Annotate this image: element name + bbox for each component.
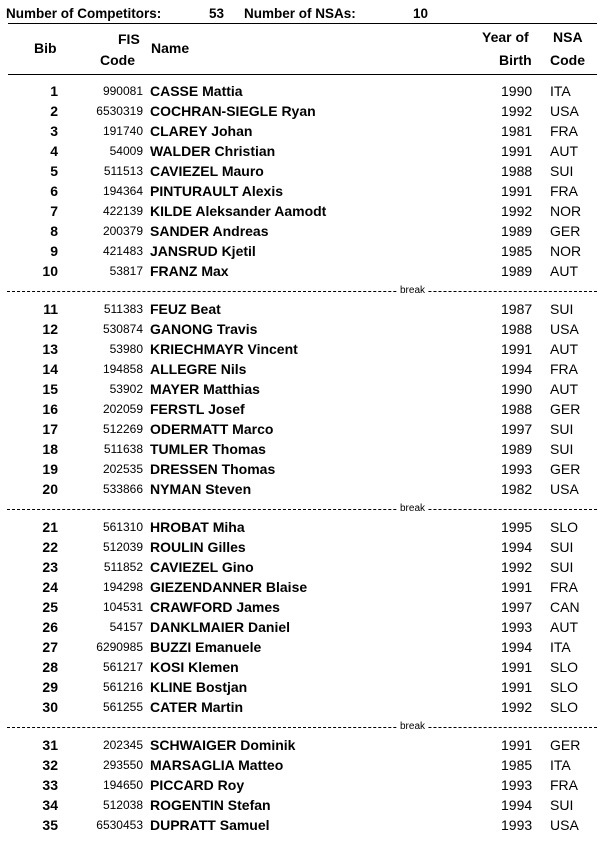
bib-cell: 4: [50, 143, 58, 159]
table-row: [0, 221, 608, 241]
fis-code-cell: 53902: [109, 382, 143, 396]
nsa-code-cell: NOR: [550, 203, 582, 219]
header-fis-1: FIS: [118, 31, 140, 47]
table-row: [0, 557, 608, 577]
nsa-code-cell: SUI: [550, 539, 574, 555]
table-row: [0, 577, 608, 597]
competitor-name: FRANZ Max: [150, 263, 229, 279]
birth-year-cell: 1991: [501, 737, 533, 753]
bib-cell: 28: [42, 659, 58, 675]
birth-year-cell: 1992: [501, 203, 533, 219]
nsa-code-cell: SLO: [550, 659, 579, 675]
fis-code-cell: 202535: [102, 462, 143, 476]
bib-cell: 3: [50, 123, 58, 139]
nsa-code-cell: ITA: [550, 757, 571, 773]
competitor-name: DANKLMAIER Daniel: [150, 619, 291, 635]
fis-code-cell: 54157: [109, 620, 143, 634]
birth-year-cell: 1991: [501, 183, 533, 199]
bib-cell: 6: [50, 183, 58, 199]
fis-code-cell: 561255: [102, 700, 143, 714]
table-row: [0, 439, 608, 459]
competitor-name: MARSAGLIA Matteo: [150, 757, 284, 773]
table-row: [0, 795, 608, 815]
table-row: [0, 181, 608, 201]
table-row: [0, 657, 608, 677]
fis-code-cell: 202059: [102, 402, 143, 416]
bib-cell: 26: [42, 619, 58, 635]
competitor-name: SCHWAIGER Dominik: [150, 737, 296, 753]
fis-code-cell: 511383: [103, 302, 143, 316]
table-row: [0, 597, 608, 617]
table-header: [8, 23, 597, 75]
table-row: [0, 161, 608, 181]
fis-code-cell: 53980: [109, 342, 143, 356]
competitor-name: WALDER Christian: [150, 143, 276, 159]
nsa-code-cell: GER: [550, 461, 581, 477]
competitor-name: PICCARD Roy: [150, 777, 245, 793]
competitor-name: CATER Martin: [150, 699, 244, 715]
bib-cell: 25: [42, 599, 58, 615]
competitor-name: SANDER Andreas: [150, 223, 269, 239]
nsa-code-cell: SUI: [550, 163, 574, 179]
birth-year-cell: 1994: [501, 361, 533, 377]
nsa-code-cell: USA: [550, 481, 579, 497]
table-row: [0, 479, 608, 499]
competitor-name: ROGENTIN Stefan: [150, 797, 271, 813]
competitor-name: KLINE Bostjan: [150, 679, 248, 695]
nsa-code-cell: GER: [550, 737, 581, 753]
competitor-name: GANONG Travis: [150, 321, 258, 337]
nsa-code-cell: FRA: [550, 579, 578, 595]
nsa-code-cell: AUT: [550, 381, 578, 397]
header-bib: Bib: [34, 40, 57, 56]
table-row: [0, 359, 608, 379]
nsa-code-cell: SUI: [550, 797, 574, 813]
bib-cell: 32: [42, 757, 58, 773]
nsa-code-cell: SUI: [550, 301, 574, 317]
fis-code-cell: 421483: [102, 244, 143, 258]
bib-cell: 33: [42, 777, 58, 793]
bib-cell: 15: [42, 381, 58, 397]
fis-code-cell: 512039: [102, 540, 143, 554]
birth-year-cell: 1981: [501, 123, 533, 139]
fis-code-cell: 6530453: [96, 818, 143, 832]
birth-year-cell: 1991: [501, 143, 533, 159]
break-label: break: [397, 285, 428, 297]
nsa-code-cell: SLO: [550, 519, 579, 535]
nsa-code-cell: FRA: [550, 777, 578, 793]
fis-code-cell: 561216: [102, 680, 143, 694]
header-fis-2: Code: [100, 52, 135, 68]
bib-cell: 34: [42, 797, 58, 813]
birth-year-cell: 1992: [501, 103, 533, 119]
table-row: [0, 339, 608, 359]
nsas-label: Number of NSAs:: [244, 6, 356, 21]
header-name: Name: [151, 40, 190, 56]
nsa-code-cell: CAN: [550, 599, 580, 615]
fis-code-cell: 54009: [109, 144, 143, 158]
birth-year-cell: 1990: [501, 381, 533, 397]
fis-code-cell: 561310: [102, 520, 143, 534]
competitor-name: TUMLER Thomas: [150, 441, 266, 457]
competitor-name: JANSRUD Kjetil: [150, 243, 256, 259]
table-row: [0, 677, 608, 697]
nsas-count: 10: [413, 6, 429, 21]
table-row: [0, 399, 608, 419]
bib-cell: 19: [42, 461, 58, 477]
fis-code-cell: 6290985: [96, 640, 143, 654]
fis-code-cell: 561217: [102, 660, 143, 674]
table-row: [0, 459, 608, 479]
nsa-code-cell: ITA: [550, 83, 571, 99]
fis-code-cell: 202345: [102, 738, 143, 752]
nsa-code-cell: SLO: [550, 679, 579, 695]
break-label: break: [397, 721, 428, 733]
bib-cell: 30: [42, 699, 58, 715]
fis-code-cell: 511852: [103, 560, 143, 574]
header-year-1: Year of: [482, 29, 529, 45]
table-row: [0, 201, 608, 221]
nsa-code-cell: SUI: [550, 559, 574, 575]
competitor-name: CLAREY Johan: [150, 123, 253, 139]
bib-cell: 7: [50, 203, 58, 219]
fis-code-cell: 53817: [109, 264, 143, 278]
birth-year-cell: 1991: [501, 659, 533, 675]
break-line: [7, 291, 597, 292]
competitors-count: 53: [209, 6, 225, 21]
break-line: [7, 509, 597, 510]
competitor-name: CAVIEZEL Mauro: [150, 163, 264, 179]
birth-year-cell: 1991: [501, 579, 533, 595]
competitor-name: KRIECHMAYR Vincent: [150, 341, 298, 357]
bib-cell: 5: [50, 163, 58, 179]
table-row: [0, 419, 608, 439]
competitor-name: PINTURAULT Alexis: [150, 183, 284, 199]
birth-year-cell: 1997: [501, 421, 533, 437]
bib-cell: 35: [42, 817, 58, 833]
birth-year-cell: 1990: [501, 83, 533, 99]
table-row: [0, 755, 608, 775]
nsa-code-cell: USA: [550, 103, 579, 119]
competitor-name: ODERMATT Marco: [150, 421, 274, 437]
fis-code-cell: 194298: [102, 580, 143, 594]
birth-year-cell: 1988: [501, 401, 533, 417]
fis-code-cell: 194650: [102, 778, 143, 792]
table-row: [0, 379, 608, 399]
bib-cell: 2: [50, 103, 58, 119]
nsa-code-cell: AUT: [550, 341, 578, 357]
nsa-code-cell: SLO: [550, 699, 579, 715]
competitor-name: ROULIN Gilles: [150, 539, 246, 555]
competitor-name: GIEZENDANNER Blaise: [150, 579, 308, 595]
bib-cell: 11: [43, 301, 58, 317]
bib-cell: 24: [42, 579, 58, 595]
nsa-code-cell: GER: [550, 401, 581, 417]
table-row: [0, 697, 608, 717]
birth-year-cell: 1989: [501, 223, 533, 239]
table-row: [0, 775, 608, 795]
fis-code-cell: 511513: [103, 164, 143, 178]
competitor-name: ALLEGRE Nils: [150, 361, 247, 377]
competitor-name: NYMAN Steven: [150, 481, 252, 497]
table-row: [0, 261, 608, 281]
bib-cell: 1: [50, 83, 58, 99]
fis-code-cell: 422139: [102, 204, 143, 218]
birth-year-cell: 1992: [501, 699, 533, 715]
bib-cell: 31: [42, 737, 58, 753]
competitor-name: KILDE Aleksander Aamodt: [150, 203, 327, 219]
competitor-name: COCHRAN-SIEGLE Ryan: [150, 103, 316, 119]
fis-code-cell: 512038: [102, 798, 143, 812]
birth-year-cell: 1982: [501, 481, 533, 497]
bib-cell: 29: [42, 679, 58, 695]
table-row: [0, 637, 608, 657]
header-nsa-1: NSA: [553, 29, 583, 45]
competitor-name: KOSI Klemen: [150, 659, 239, 675]
table-row: [0, 101, 608, 121]
competitor-name: DRESSEN Thomas: [150, 461, 276, 477]
birth-year-cell: 1993: [501, 619, 533, 635]
nsa-code-cell: SUI: [550, 441, 574, 457]
birth-year-cell: 1994: [501, 639, 533, 655]
bib-cell: 8: [50, 223, 58, 239]
fis-code-cell: 293550: [102, 758, 143, 772]
birth-year-cell: 1989: [501, 441, 533, 457]
header-year-2: Birth: [499, 52, 532, 68]
table-row: [0, 537, 608, 557]
bib-cell: 22: [42, 539, 58, 555]
nsa-code-cell: NOR: [550, 243, 582, 259]
competitor-name: BUZZI Emanuele: [150, 639, 262, 655]
fis-code-cell: 200379: [102, 224, 143, 238]
competitor-name: MAYER Matthias: [150, 381, 260, 397]
nsa-code-cell: AUT: [550, 143, 578, 159]
birth-year-cell: 1994: [501, 539, 533, 555]
bib-cell: 9: [50, 243, 58, 259]
competitor-name: DUPRATT Samuel: [150, 817, 270, 833]
birth-year-cell: 1991: [501, 679, 533, 695]
nsa-code-cell: FRA: [550, 361, 578, 377]
break-line: [7, 727, 597, 728]
birth-year-cell: 1992: [501, 559, 533, 575]
nsa-code-cell: SUI: [550, 421, 574, 437]
break-label: break: [397, 503, 428, 515]
nsa-code-cell: ITA: [550, 639, 571, 655]
birth-year-cell: 1985: [501, 243, 533, 259]
fis-code-cell: 511638: [103, 442, 143, 456]
table-row: [0, 735, 608, 755]
competitor-name: CRAWFORD James: [150, 599, 280, 615]
table-row: [0, 141, 608, 161]
bib-cell: 27: [42, 639, 58, 655]
competitor-name: CASSE Mattia: [150, 83, 243, 99]
bib-cell: 10: [42, 263, 58, 279]
birth-year-cell: 1994: [501, 797, 533, 813]
competitors-label: Number of Competitors:: [6, 6, 162, 21]
birth-year-cell: 1993: [501, 777, 533, 793]
fis-code-cell: 530874: [102, 322, 143, 336]
fis-code-cell: 194364: [102, 184, 143, 198]
competitor-name: FERSTL Josef: [150, 401, 245, 417]
table-row: [0, 121, 608, 141]
birth-year-cell: 1987: [501, 301, 533, 317]
nsa-code-cell: AUT: [550, 263, 578, 279]
table-row: [0, 319, 608, 339]
table-row: [0, 617, 608, 637]
fis-code-cell: 533866: [102, 482, 143, 496]
birth-year-cell: 1993: [501, 461, 533, 477]
birth-year-cell: 1995: [501, 519, 533, 535]
fis-code-cell: 512269: [102, 422, 143, 436]
birth-year-cell: 1993: [501, 817, 533, 833]
birth-year-cell: 1997: [501, 599, 533, 615]
birth-year-cell: 1985: [501, 757, 533, 773]
bib-cell: 18: [42, 441, 58, 457]
birth-year-cell: 1988: [501, 321, 533, 337]
fis-code-cell: 104531: [102, 600, 143, 614]
birth-year-cell: 1991: [501, 341, 533, 357]
bib-cell: 20: [42, 481, 58, 497]
bib-cell: 17: [42, 421, 58, 437]
fis-code-cell: 990081: [102, 84, 143, 98]
table-row: [0, 815, 608, 835]
bib-cell: 13: [42, 341, 58, 357]
nsa-code-cell: AUT: [550, 619, 578, 635]
table-row: [0, 299, 608, 319]
nsa-code-cell: USA: [550, 321, 579, 337]
table-row: [0, 517, 608, 537]
bib-cell: 23: [42, 559, 58, 575]
birth-year-cell: 1988: [501, 163, 533, 179]
bib-cell: 14: [42, 361, 58, 377]
break-separator: [7, 503, 597, 515]
bib-cell: 16: [42, 401, 58, 417]
fis-code-cell: 194858: [102, 362, 143, 376]
fis-code-cell: 191740: [102, 124, 143, 138]
nsa-code-cell: FRA: [550, 183, 578, 199]
header-nsa-2: Code: [550, 52, 585, 68]
nsa-code-cell: GER: [550, 223, 581, 239]
break-separator: [7, 285, 597, 297]
competitor-name: CAVIEZEL Gino: [150, 559, 254, 575]
table-row: [0, 241, 608, 261]
table-row: [0, 81, 608, 101]
bib-cell: 21: [42, 519, 58, 535]
nsa-code-cell: FRA: [550, 123, 578, 139]
birth-year-cell: 1989: [501, 263, 533, 279]
fis-code-cell: 6530319: [96, 104, 143, 118]
bib-cell: 12: [42, 321, 58, 337]
competitor-name: HROBAT Miha: [150, 519, 245, 535]
break-separator: [7, 721, 597, 733]
nsa-code-cell: USA: [550, 817, 579, 833]
competitor-name: FEUZ Beat: [150, 301, 221, 317]
